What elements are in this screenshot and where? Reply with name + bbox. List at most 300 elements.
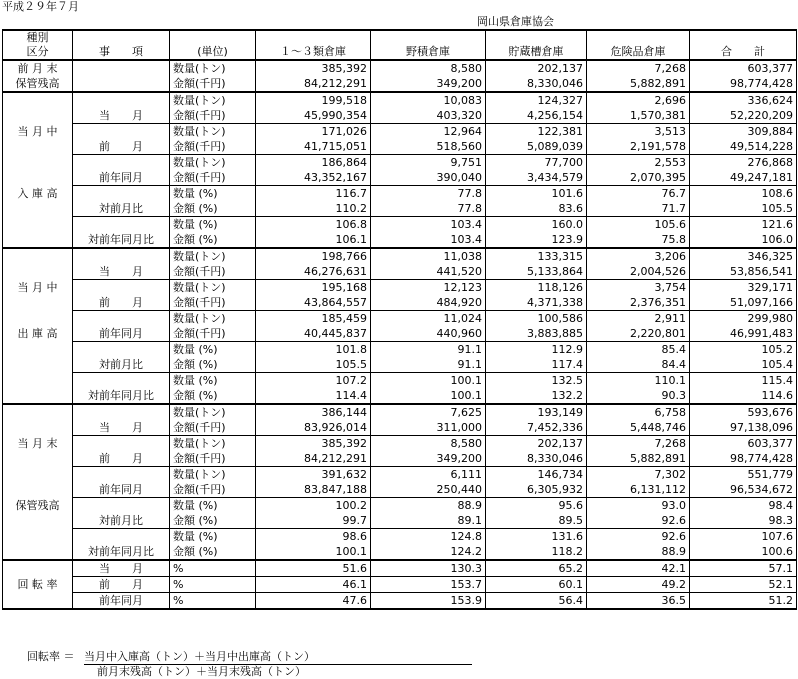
value-cell: 57.1 — [690, 560, 797, 577]
value-cell: 386,144 — [256, 404, 371, 420]
value-cell: 53,856,541 — [690, 264, 797, 280]
value-cell: 49,514,228 — [690, 139, 797, 155]
item-label — [73, 529, 170, 545]
value-cell: 47.6 — [256, 593, 371, 610]
value-cell: 43,352,167 — [256, 170, 371, 186]
value-cell: 8,330,046 — [486, 451, 587, 467]
value-cell: 385,392 — [256, 436, 371, 452]
section-label: 入 庫 高 — [3, 186, 73, 202]
value-cell: 146,734 — [486, 467, 587, 483]
value-cell: 118,126 — [486, 280, 587, 296]
item-label: 対前年同月比 — [73, 388, 170, 404]
value-cell: 391,632 — [256, 467, 371, 483]
value-cell: 5,089,039 — [486, 139, 587, 155]
unit-label: 数量(トン) — [170, 248, 256, 264]
value-cell: 2,191,578 — [587, 139, 690, 155]
value-cell: 8,580 — [371, 436, 486, 452]
section-label — [3, 217, 73, 233]
value-cell: 100.1 — [256, 544, 371, 560]
value-cell: 99.7 — [256, 513, 371, 529]
unit-label: 数量 (%) — [170, 186, 256, 202]
value-cell: 5,133,864 — [486, 264, 587, 280]
unit-label: % — [170, 577, 256, 593]
table-body — [3, 30, 797, 609]
header-col-3: 危険品倉庫 — [587, 45, 690, 60]
section-label: 保管残高 — [3, 498, 73, 514]
table-row — [3, 76, 797, 92]
section-label: 出 庫 高 — [3, 326, 73, 342]
table-row — [3, 155, 797, 171]
value-cell: 593,676 — [690, 404, 797, 420]
unit-label: 金額(千円) — [170, 170, 256, 186]
value-cell: 6,111 — [371, 467, 486, 483]
item-label — [73, 467, 170, 483]
unit-label: % — [170, 560, 256, 577]
value-cell: 7,625 — [371, 404, 486, 420]
value-cell: 100.1 — [371, 373, 486, 389]
unit-label: 金額(千円) — [170, 264, 256, 280]
value-cell: 2,553 — [587, 155, 690, 171]
value-cell: 2,376,351 — [587, 295, 690, 311]
unit-label: % — [170, 593, 256, 610]
value-cell: 131.6 — [486, 529, 587, 545]
value-cell: 349,200 — [371, 76, 486, 92]
value-cell: 117.4 — [486, 357, 587, 373]
value-cell: 98,774,428 — [690, 76, 797, 92]
table-row — [3, 232, 797, 248]
section-label — [3, 232, 73, 248]
table-row — [3, 436, 797, 452]
table-row — [3, 560, 797, 577]
section-label: 前 月 末 — [3, 60, 73, 76]
section-label — [3, 373, 73, 389]
value-cell: 101.8 — [256, 342, 371, 358]
value-cell: 115.4 — [690, 373, 797, 389]
item-label: 対前年同月比 — [73, 544, 170, 560]
value-cell: 2,911 — [587, 311, 690, 327]
value-cell: 2,070,395 — [587, 170, 690, 186]
value-cell: 51,097,166 — [690, 295, 797, 311]
item-label: 対前月比 — [73, 513, 170, 529]
table-row — [3, 513, 797, 529]
unit-label: 金額 (%) — [170, 513, 256, 529]
item-label — [73, 92, 170, 108]
value-cell: 97,138,096 — [690, 420, 797, 436]
value-cell: 77.8 — [371, 186, 486, 202]
item-label — [73, 155, 170, 171]
item-label — [73, 217, 170, 233]
value-cell: 52,220,209 — [690, 108, 797, 124]
item-label: 前年同月 — [73, 482, 170, 498]
value-cell: 198,766 — [256, 248, 371, 264]
unit-label: 金額(千円) — [170, 326, 256, 342]
value-cell: 45,990,354 — [256, 108, 371, 124]
section-label — [3, 593, 73, 610]
value-cell: 2,220,801 — [587, 326, 690, 342]
table-row — [3, 124, 797, 140]
value-cell: 202,137 — [486, 60, 587, 76]
unit-label: 金額 (%) — [170, 544, 256, 560]
unit-label: 数量 (%) — [170, 342, 256, 358]
value-cell: 153.9 — [371, 593, 486, 610]
value-cell: 11,024 — [371, 311, 486, 327]
section-label — [3, 248, 73, 264]
item-label — [73, 498, 170, 514]
section-label — [3, 264, 73, 280]
value-cell: 84,212,291 — [256, 76, 371, 92]
table-row — [3, 467, 797, 483]
header-row-1 — [3, 30, 797, 45]
value-cell: 8,580 — [371, 60, 486, 76]
value-cell: 12,123 — [371, 280, 486, 296]
value-cell: 329,171 — [690, 280, 797, 296]
table-row — [3, 593, 797, 610]
item-label — [73, 373, 170, 389]
unit-label: 数量(トン) — [170, 404, 256, 420]
value-cell: 5,448,746 — [587, 420, 690, 436]
value-cell: 105.6 — [587, 217, 690, 233]
value-cell: 250,440 — [371, 482, 486, 498]
value-cell: 193,149 — [486, 404, 587, 420]
value-cell: 93.0 — [587, 498, 690, 514]
item-label: 前年同月 — [73, 170, 170, 186]
section-label: 回 転 率 — [3, 577, 73, 593]
table-row — [3, 326, 797, 342]
section-label — [3, 513, 73, 529]
value-cell: 484,920 — [371, 295, 486, 311]
value-cell: 3,434,579 — [486, 170, 587, 186]
value-cell: 116.7 — [256, 186, 371, 202]
item-label: 前 月 — [73, 577, 170, 593]
value-cell: 85.4 — [587, 342, 690, 358]
value-cell: 124,327 — [486, 92, 587, 108]
value-cell: 123.9 — [486, 232, 587, 248]
section-label — [3, 139, 73, 155]
table-row — [3, 420, 797, 436]
formula-lhs: 回転率 ＝ — [27, 650, 75, 663]
section-label — [3, 451, 73, 467]
value-cell: 199,518 — [256, 92, 371, 108]
table-row — [3, 311, 797, 327]
value-cell: 42.1 — [587, 560, 690, 577]
table-row — [3, 529, 797, 545]
section-label: 当 月 末 — [3, 436, 73, 452]
unit-label: 金額(千円) — [170, 451, 256, 467]
unit-label: 金額(千円) — [170, 108, 256, 124]
item-label — [73, 436, 170, 452]
value-cell: 403,320 — [371, 108, 486, 124]
value-cell: 110.1 — [587, 373, 690, 389]
value-cell: 153.7 — [371, 577, 486, 593]
value-cell: 309,884 — [690, 124, 797, 140]
value-cell: 9,751 — [371, 155, 486, 171]
value-cell: 349,200 — [371, 451, 486, 467]
item-label — [73, 311, 170, 327]
formula-numerator: 当月中入庫高（トン）＋当月中出庫高（トン） — [84, 650, 315, 663]
item-label: 対前年同月比 — [73, 232, 170, 248]
unit-label: 金額(千円) — [170, 420, 256, 436]
table-row — [3, 357, 797, 373]
value-cell: 84,212,291 — [256, 451, 371, 467]
section-label — [3, 357, 73, 373]
value-cell: 124.2 — [371, 544, 486, 560]
value-cell: 108.6 — [690, 186, 797, 202]
value-cell: 51.6 — [256, 560, 371, 577]
value-cell: 124.8 — [371, 529, 486, 545]
value-cell: 83,847,188 — [256, 482, 371, 498]
value-cell: 132.5 — [486, 373, 587, 389]
value-cell: 36.5 — [587, 593, 690, 610]
header-col-1: 野積倉庫 — [371, 45, 486, 60]
value-cell: 103.4 — [371, 232, 486, 248]
value-cell: 65.2 — [486, 560, 587, 577]
section-label — [3, 311, 73, 327]
unit-label: 数量(トン) — [170, 436, 256, 452]
unit-label: 数量 (%) — [170, 498, 256, 514]
section-label — [3, 92, 73, 108]
value-cell: 91.1 — [371, 357, 486, 373]
value-cell: 186,864 — [256, 155, 371, 171]
value-cell: 56.4 — [486, 593, 587, 610]
value-cell: 60.1 — [486, 577, 587, 593]
table-row — [3, 217, 797, 233]
item-label — [73, 60, 170, 76]
value-cell: 96,534,672 — [690, 482, 797, 498]
value-cell: 46,276,631 — [256, 264, 371, 280]
table-row — [3, 451, 797, 467]
value-cell: 98,774,428 — [690, 451, 797, 467]
section-label — [3, 467, 73, 483]
item-label — [73, 124, 170, 140]
table-row — [3, 544, 797, 560]
value-cell: 7,452,336 — [486, 420, 587, 436]
item-label: 前 月 — [73, 295, 170, 311]
value-cell: 107.2 — [256, 373, 371, 389]
value-cell: 202,137 — [486, 436, 587, 452]
value-cell: 3,206 — [587, 248, 690, 264]
section-label — [3, 155, 73, 171]
unit-label: 金額(千円) — [170, 295, 256, 311]
value-cell: 4,371,338 — [486, 295, 587, 311]
section-label — [3, 560, 73, 577]
value-cell: 4,256,154 — [486, 108, 587, 124]
header-col-4: 合 計 — [690, 45, 797, 60]
table-row — [3, 248, 797, 264]
table-row — [3, 498, 797, 514]
section-label — [3, 295, 73, 311]
section-label: 保管残高 — [3, 76, 73, 92]
value-cell: 75.8 — [587, 232, 690, 248]
item-label: 当 月 — [73, 420, 170, 436]
value-cell: 98.3 — [690, 513, 797, 529]
value-cell: 603,377 — [690, 436, 797, 452]
table-row — [3, 404, 797, 420]
unit-label: 金額(千円) — [170, 76, 256, 92]
unit-label: 金額 (%) — [170, 201, 256, 217]
value-cell: 106.8 — [256, 217, 371, 233]
value-cell: 276,868 — [690, 155, 797, 171]
section-label — [3, 544, 73, 560]
table-row — [3, 108, 797, 124]
value-cell: 6,758 — [587, 404, 690, 420]
value-cell: 49.2 — [587, 577, 690, 593]
section-label — [3, 529, 73, 545]
value-cell: 91.1 — [371, 342, 486, 358]
table-row — [3, 264, 797, 280]
item-label: 前年同月 — [73, 326, 170, 342]
item-label — [73, 404, 170, 420]
table-row — [3, 139, 797, 155]
section-label — [3, 201, 73, 217]
value-cell: 77,700 — [486, 155, 587, 171]
item-label: 前 月 — [73, 139, 170, 155]
value-cell: 518,560 — [371, 139, 486, 155]
unit-label: 金額(千円) — [170, 139, 256, 155]
value-cell: 441,520 — [371, 264, 486, 280]
table-row — [3, 60, 797, 76]
section-label — [3, 482, 73, 498]
item-label — [73, 248, 170, 264]
table-row — [3, 342, 797, 358]
value-cell: 603,377 — [690, 60, 797, 76]
header-kubun: 区分 — [3, 45, 73, 60]
unit-label: 数量 (%) — [170, 373, 256, 389]
section-label — [3, 420, 73, 436]
unit-label: 金額 (%) — [170, 232, 256, 248]
value-cell: 83,926,014 — [256, 420, 371, 436]
unit-label: 数量 (%) — [170, 529, 256, 545]
item-label: 対前月比 — [73, 201, 170, 217]
item-label — [73, 280, 170, 296]
item-label: 前年同月 — [73, 593, 170, 610]
section-label — [3, 108, 73, 124]
item-label: 当 月 — [73, 264, 170, 280]
value-cell: 100.6 — [690, 544, 797, 560]
item-label: 対前月比 — [73, 357, 170, 373]
value-cell: 185,459 — [256, 311, 371, 327]
unit-label: 数量(トン) — [170, 467, 256, 483]
value-cell: 105.5 — [690, 201, 797, 217]
value-cell: 311,000 — [371, 420, 486, 436]
value-cell: 2,004,526 — [587, 264, 690, 280]
unit-label: 数量(トン) — [170, 280, 256, 296]
value-cell: 122,381 — [486, 124, 587, 140]
section-label — [3, 388, 73, 404]
value-cell: 3,513 — [587, 124, 690, 140]
value-cell: 8,330,046 — [486, 76, 587, 92]
value-cell: 6,305,932 — [486, 482, 587, 498]
value-cell: 110.2 — [256, 201, 371, 217]
value-cell: 112.9 — [486, 342, 587, 358]
value-cell: 106.0 — [690, 232, 797, 248]
value-cell: 84.4 — [587, 357, 690, 373]
value-cell: 336,624 — [690, 92, 797, 108]
header-col-0: １～３類倉庫 — [256, 45, 371, 60]
value-cell: 133,315 — [486, 248, 587, 264]
value-cell: 106.1 — [256, 232, 371, 248]
table-row — [3, 280, 797, 296]
unit-label: 数量(トン) — [170, 155, 256, 171]
value-cell: 89.1 — [371, 513, 486, 529]
value-cell: 7,268 — [587, 60, 690, 76]
value-cell: 160.0 — [486, 217, 587, 233]
table-row — [3, 201, 797, 217]
section-label: 当 月 中 — [3, 124, 73, 140]
organization-name: 岡山県倉庫協会 — [477, 15, 554, 28]
value-cell: 118.2 — [486, 544, 587, 560]
value-cell: 195,168 — [256, 280, 371, 296]
value-cell: 551,779 — [690, 467, 797, 483]
value-cell: 346,325 — [690, 248, 797, 264]
formula-denominator: 前月末残高（トン）＋当月末残高（トン） — [97, 665, 306, 678]
header-col-2: 貯蔵槽倉庫 — [486, 45, 587, 60]
value-cell: 89.5 — [486, 513, 587, 529]
table-row — [3, 373, 797, 389]
unit-label: 数量(トン) — [170, 311, 256, 327]
unit-label: 金額 (%) — [170, 357, 256, 373]
unit-label: 数量(トン) — [170, 92, 256, 108]
value-cell: 71.7 — [587, 201, 690, 217]
value-cell: 5,882,891 — [587, 451, 690, 467]
value-cell: 100,586 — [486, 311, 587, 327]
value-cell: 10,083 — [371, 92, 486, 108]
value-cell: 100.1 — [371, 388, 486, 404]
value-cell: 440,960 — [371, 326, 486, 342]
table-row — [3, 92, 797, 108]
item-label: 当 月 — [73, 108, 170, 124]
unit-label: 数量(トン) — [170, 124, 256, 140]
value-cell: 2,696 — [587, 92, 690, 108]
report-date: 平成２９年７月 — [2, 0, 79, 13]
value-cell: 3,754 — [587, 280, 690, 296]
value-cell: 105.5 — [256, 357, 371, 373]
value-cell: 101.6 — [486, 186, 587, 202]
value-cell: 83.6 — [486, 201, 587, 217]
item-label: 当 月 — [73, 560, 170, 577]
value-cell: 130.3 — [371, 560, 486, 577]
unit-label: 金額 (%) — [170, 388, 256, 404]
value-cell: 51.2 — [690, 593, 797, 610]
value-cell: 88.9 — [371, 498, 486, 514]
item-label — [73, 186, 170, 202]
table-row — [3, 186, 797, 202]
value-cell: 132.2 — [486, 388, 587, 404]
value-cell: 46,991,483 — [690, 326, 797, 342]
value-cell: 390,040 — [371, 170, 486, 186]
value-cell: 98.6 — [256, 529, 371, 545]
value-cell: 105.4 — [690, 357, 797, 373]
item-label — [73, 342, 170, 358]
value-cell: 100.2 — [256, 498, 371, 514]
section-label — [3, 170, 73, 186]
warehouse-statistics-table — [2, 29, 797, 610]
value-cell: 5,882,891 — [587, 76, 690, 92]
value-cell: 299,980 — [690, 311, 797, 327]
value-cell: 3,883,885 — [486, 326, 587, 342]
value-cell: 41,715,051 — [256, 139, 371, 155]
section-label — [3, 404, 73, 420]
value-cell: 76.7 — [587, 186, 690, 202]
value-cell: 52.1 — [690, 577, 797, 593]
unit-label: 数量 (%) — [170, 217, 256, 233]
value-cell: 98.4 — [690, 498, 797, 514]
value-cell: 103.4 — [371, 217, 486, 233]
value-cell: 88.9 — [587, 544, 690, 560]
header-jiko: 事 項 — [73, 45, 170, 60]
table-row — [3, 388, 797, 404]
item-label: 前 月 — [73, 451, 170, 467]
value-cell: 1,570,381 — [587, 108, 690, 124]
